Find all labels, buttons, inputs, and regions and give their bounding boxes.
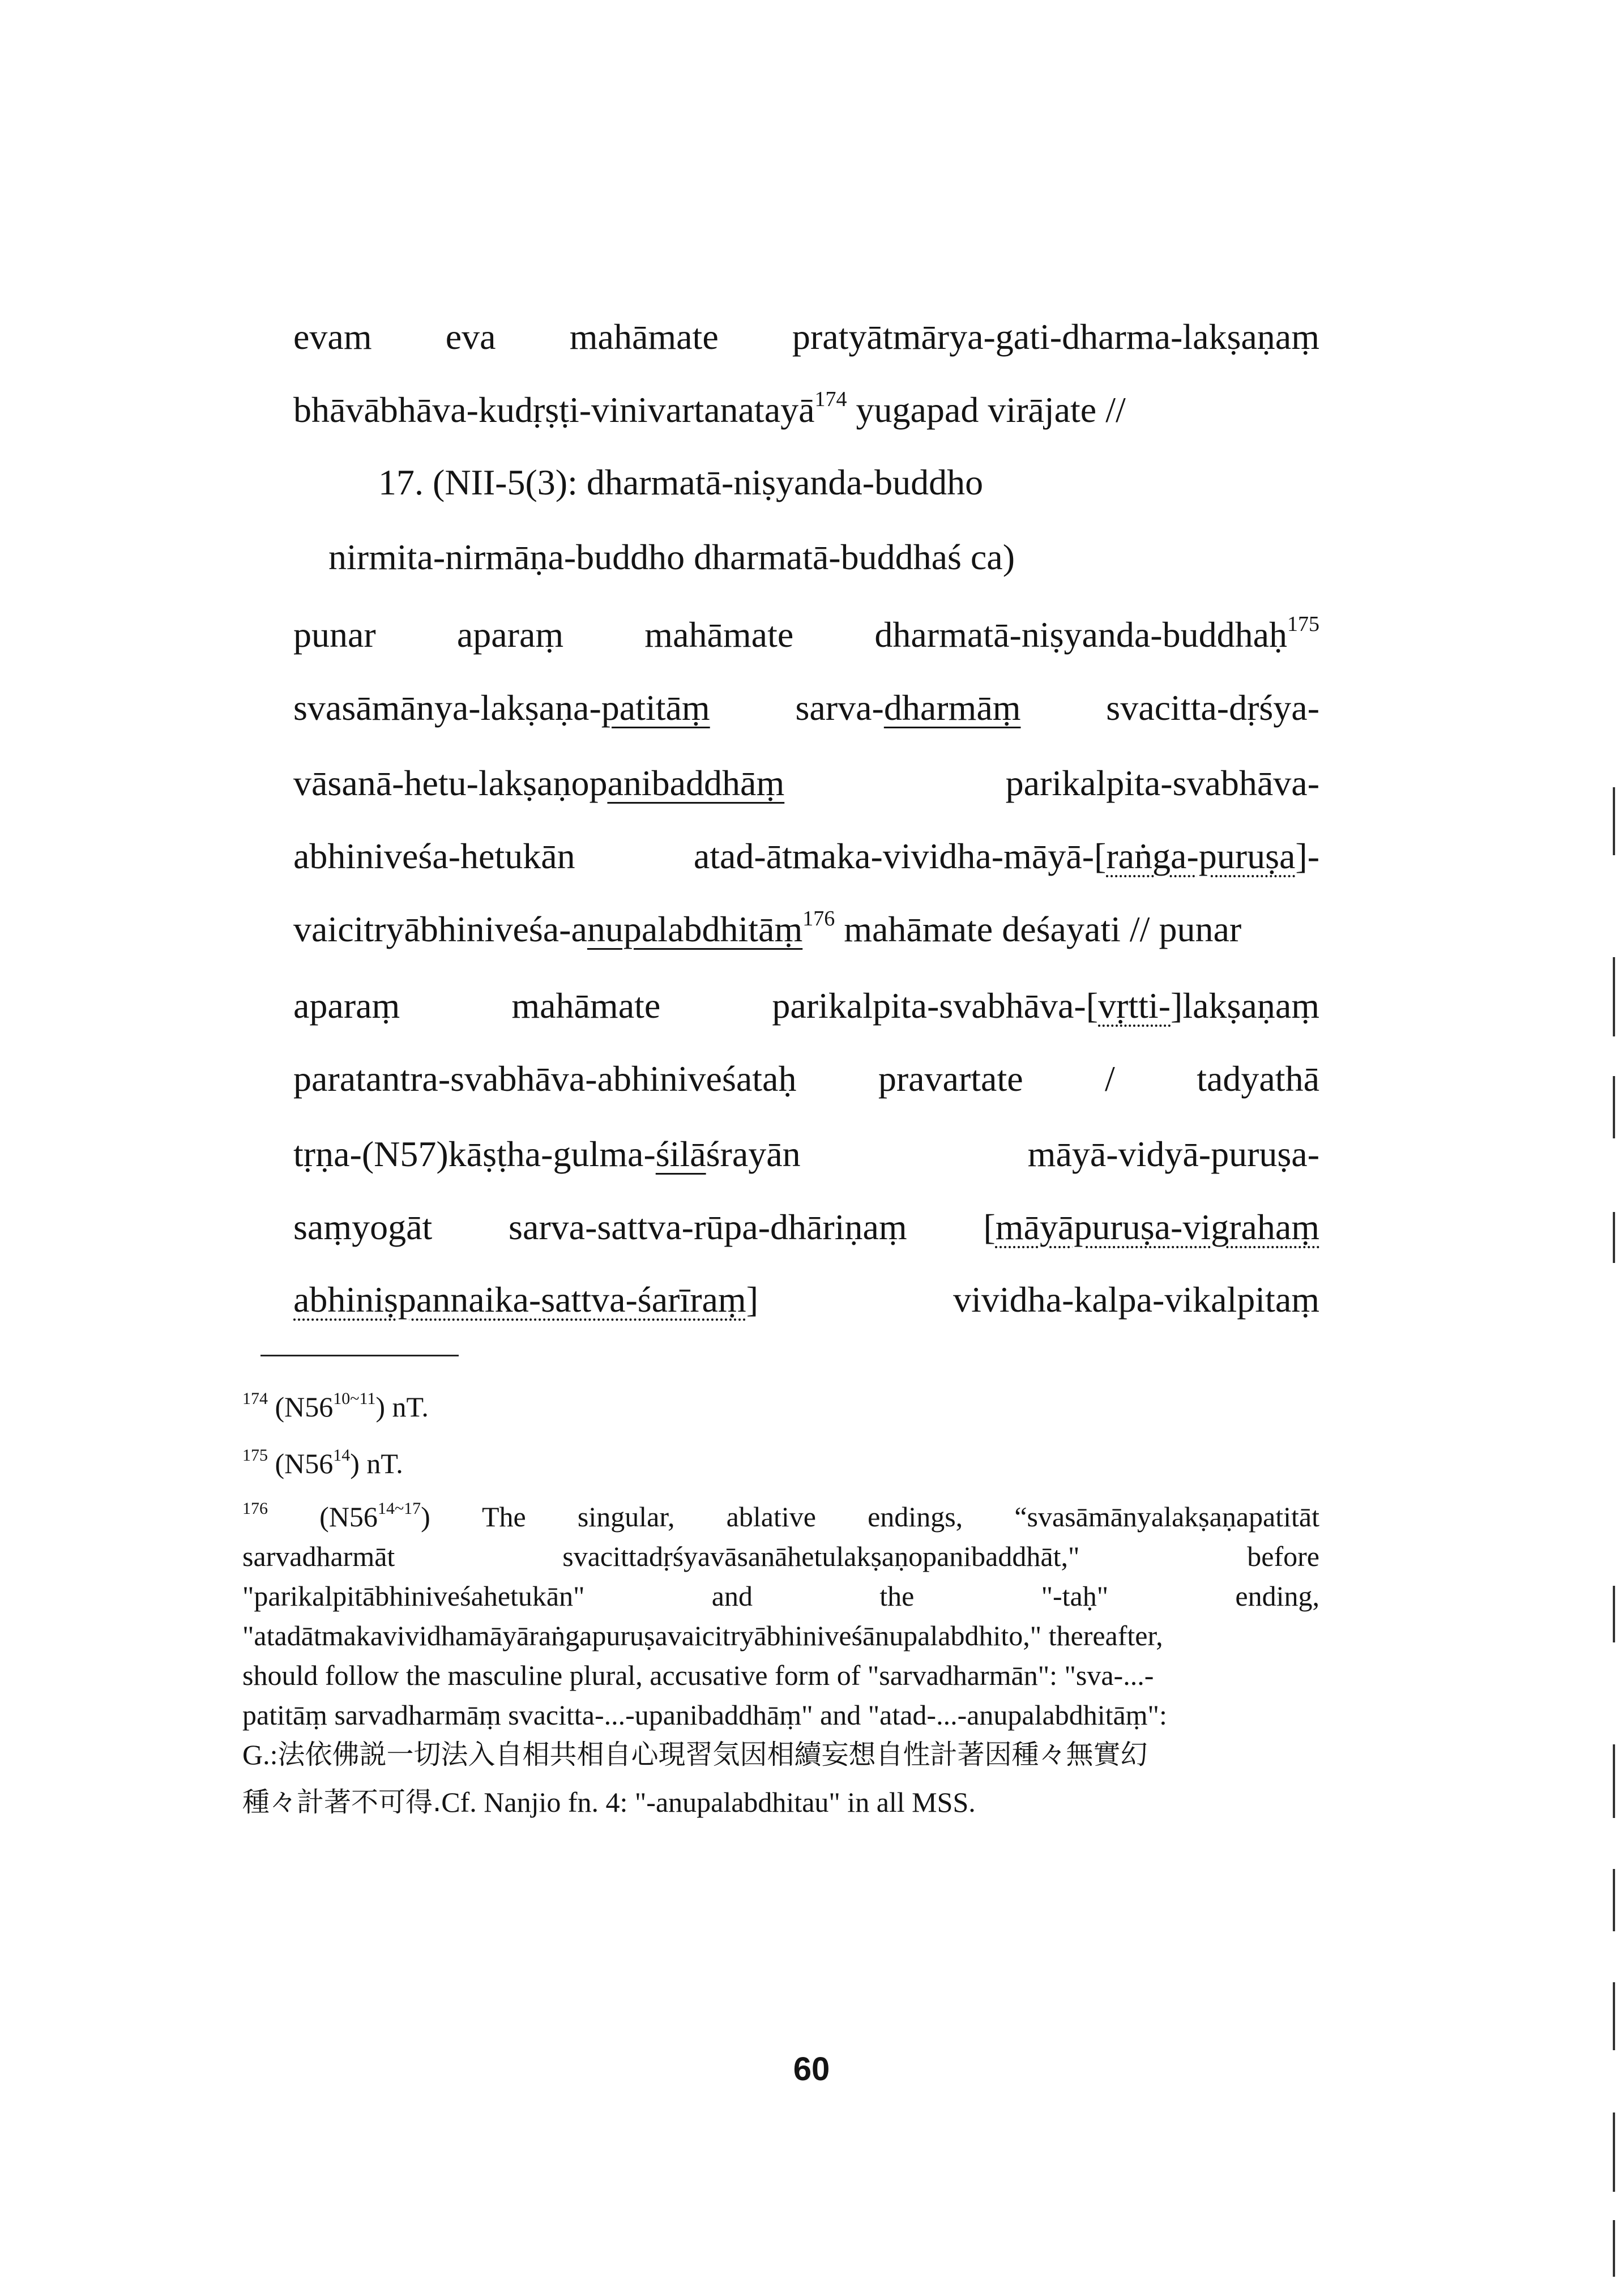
footnote-175 bbox=[242, 1443, 1319, 1484]
footnote-sup: 14~17 bbox=[377, 1499, 421, 1518]
word: dharmatā-niṣyanda-buddhaḥ bbox=[874, 614, 1287, 655]
text-segment: [ bbox=[983, 1207, 996, 1247]
word: tadyathā bbox=[1197, 1059, 1319, 1099]
footnote-176-line-1 bbox=[242, 1496, 1319, 1537]
footnote-number: 176 bbox=[242, 1499, 268, 1518]
section-heading-line-2 bbox=[328, 535, 1355, 580]
word: / bbox=[1105, 1059, 1115, 1099]
word: saṃyogāt bbox=[293, 1207, 433, 1247]
text-line-6 bbox=[293, 685, 1319, 731]
word: mahāmate bbox=[511, 985, 661, 1026]
page-number: 60 bbox=[793, 2051, 830, 2088]
text-segment: ]- bbox=[1295, 836, 1319, 876]
footnote-text: G.: bbox=[242, 1739, 278, 1770]
text-segment: śrayān bbox=[706, 1134, 801, 1174]
footnote-text: (N56 bbox=[275, 1391, 334, 1423]
word: sarva-sattva-rūpa-dhāriṇaṃ bbox=[509, 1207, 907, 1247]
text-line-10 bbox=[293, 983, 1319, 1028]
word: mahāmate bbox=[569, 317, 719, 357]
word: aparaṃ bbox=[293, 985, 400, 1026]
text-line-9 bbox=[293, 907, 1319, 952]
scan-edge-mark bbox=[1613, 1982, 1615, 2050]
scan-edge-mark bbox=[1613, 787, 1615, 855]
footnote-text: patitāṃ sarvadharmāṃ svacitta-...-upanibaddhāṃ" and "atad-...-anupalabdhitāṃ": bbox=[242, 1699, 1167, 1731]
word: the bbox=[879, 1580, 915, 1612]
underlined-segment: anibaddhāṃ bbox=[607, 763, 785, 803]
word: "parikalpitābhiniveśahetukān" bbox=[242, 1580, 585, 1612]
text-segment: sarva- bbox=[795, 688, 884, 728]
section-heading-line-1 bbox=[378, 460, 1404, 505]
footnote-176-line-6 bbox=[242, 1695, 1319, 1735]
scan-edge-mark bbox=[1613, 1869, 1615, 1931]
word: abhiniveśa-hetukān bbox=[293, 836, 575, 876]
word: pravartate bbox=[878, 1059, 1023, 1099]
text-line-11 bbox=[293, 1056, 1319, 1102]
word: evam bbox=[293, 317, 372, 357]
footnote-text: (N56 bbox=[275, 1448, 334, 1479]
underlined-segment: nupalabdhitāṃ bbox=[587, 909, 803, 949]
footnote-separator bbox=[260, 1355, 459, 1356]
text-segment: vāsanā-hetu-lakṣaṇop bbox=[293, 763, 608, 803]
dotted-underlined-segment: raṅga-puruṣa bbox=[1106, 836, 1296, 876]
text-line-7 bbox=[293, 761, 1319, 806]
footnote-sup: 14 bbox=[333, 1446, 351, 1465]
dotted-underlined-segment: māyāpuruṣa-vigrahaṃ bbox=[995, 1207, 1319, 1247]
footnote-text: ) bbox=[421, 1501, 430, 1533]
word: aparaṃ bbox=[456, 614, 564, 655]
word: ablative bbox=[726, 1501, 816, 1533]
footnote-176-line-2 bbox=[242, 1536, 1319, 1577]
footnote-176-line-7 bbox=[242, 1734, 1319, 1775]
word: ending, bbox=[1235, 1580, 1319, 1612]
underlined-segment: patitāṃ bbox=[601, 688, 710, 728]
dotted-underlined-segment: vṛtti- bbox=[1098, 985, 1171, 1026]
word: before bbox=[1247, 1540, 1319, 1572]
word: sarvadharmāt bbox=[242, 1540, 395, 1572]
footnote-ref[interactable]: 175 bbox=[1287, 612, 1319, 636]
word: svacittadṛśyavāsanāhetulakṣaṇopanibaddhāt," bbox=[562, 1540, 1080, 1572]
text-segment: svasāmānya-lakṣaṇa- bbox=[293, 688, 601, 728]
section-heading: 17. (NII-5(3): dharmatā-niṣyanda-buddho bbox=[378, 462, 984, 502]
text-line-2 bbox=[293, 387, 1319, 433]
text-line-12 bbox=[293, 1132, 1319, 1177]
word: The bbox=[482, 1501, 526, 1533]
underlined-segment: śilā bbox=[655, 1134, 706, 1174]
footnote-text: ) nT. bbox=[350, 1448, 403, 1479]
scan-edge-mark bbox=[1613, 2113, 1615, 2192]
word: paratantra-svabhāva-abhiniveśataḥ bbox=[293, 1059, 797, 1099]
footnote-text: should follow the masculine plural, accusative form of "sarvadharmān": "sva-...- bbox=[242, 1659, 1154, 1691]
scan-edge-mark bbox=[1613, 1212, 1615, 1263]
text-segment: vaicitryābhiniveśa-a bbox=[293, 909, 587, 949]
word: svacitta-dṛśya- bbox=[1106, 688, 1319, 728]
footnote-ref[interactable]: 174 bbox=[814, 387, 847, 411]
word: mahāmate bbox=[644, 614, 794, 655]
text-segment: parikalpita-svabhāva-[ bbox=[772, 985, 1099, 1026]
text-segment: ] bbox=[746, 1279, 758, 1320]
footnote-176-line-3 bbox=[242, 1576, 1319, 1616]
text-segment: yugapad virājate // bbox=[847, 390, 1126, 430]
scan-edge-mark bbox=[1613, 957, 1615, 1036]
scan-edge-mark bbox=[1613, 2220, 1615, 2277]
scan-edge-mark bbox=[1613, 1076, 1615, 1138]
footnote-174 bbox=[242, 1386, 1319, 1427]
text-line-8 bbox=[293, 834, 1319, 879]
footnote-text: ) nT. bbox=[375, 1391, 429, 1423]
section-heading: nirmita-nirmāṇa-buddho dharmatā-buddhaś ca) bbox=[328, 537, 1015, 577]
text-segment: mahāmate deśayati // punar bbox=[835, 909, 1242, 949]
underlined-segment: dharmāṃ bbox=[883, 688, 1021, 728]
word: singular, bbox=[577, 1501, 675, 1533]
footnote-sup: 10~11 bbox=[333, 1389, 376, 1408]
text-segment: ]lakṣaṇaṃ bbox=[1171, 985, 1319, 1026]
footnote-text: "atadātmakavividhamāyāraṅgapuruṣavaicitryābhiniveśānupalabdhito," thereafter, bbox=[242, 1620, 1163, 1651]
word: eva bbox=[445, 317, 496, 357]
scan-edge-mark bbox=[1613, 1744, 1615, 1818]
text-segment: bhāvābhāva-kudṛṣṭi-vinivartanatayā bbox=[293, 390, 815, 430]
chinese-text: 種々計著不可得. bbox=[242, 1786, 442, 1818]
text-line-5 bbox=[293, 612, 1319, 658]
word: māyā-vidyā-puruṣa- bbox=[1027, 1134, 1319, 1174]
scan-edge-mark bbox=[1613, 1586, 1615, 1642]
dotted-underlined-segment: abhiniṣpannaika-sattva-śarīraṃ bbox=[293, 1279, 746, 1320]
word: vividha-kalpa-vikalpitaṃ bbox=[953, 1279, 1319, 1320]
footnote-number: 174 bbox=[242, 1389, 268, 1408]
word: “svasāmānyalakṣaṇapatitāt bbox=[1014, 1501, 1319, 1533]
footnote-176-line-4 bbox=[242, 1615, 1319, 1656]
chinese-text: 法依佛説一切法入自相共相自心現習気因相續妄想自性計著因種々無實幻 bbox=[277, 1739, 1148, 1770]
word: parikalpita-svabhāva- bbox=[1005, 763, 1319, 803]
text-line-14 bbox=[293, 1277, 1319, 1322]
footnote-176-line-5 bbox=[242, 1655, 1319, 1696]
text-line-1 bbox=[293, 314, 1319, 360]
word: pratyātmārya-gati-dharma-lakṣaṇaṃ bbox=[792, 317, 1319, 357]
footnote-ref[interactable]: 176 bbox=[802, 907, 835, 931]
text-line-13 bbox=[293, 1205, 1319, 1250]
text-segment: tṛṇa-(N57)kāṣṭha-gulma- bbox=[293, 1134, 656, 1174]
word: endings, bbox=[868, 1501, 963, 1533]
footnote-text: (N56 bbox=[319, 1501, 378, 1533]
text-segment: atad-ātmaka-vividha-māyā-[ bbox=[693, 836, 1107, 876]
footnote-176-line-8 bbox=[242, 1782, 1319, 1823]
word: "-taḥ" bbox=[1041, 1580, 1109, 1612]
footnote-text: Cf. Nanjio fn. 4: "-anupalabdhitau" in all MSS. bbox=[441, 1786, 976, 1818]
word: and bbox=[711, 1580, 753, 1612]
word: punar bbox=[293, 614, 376, 655]
footnote-number: 175 bbox=[242, 1446, 268, 1465]
